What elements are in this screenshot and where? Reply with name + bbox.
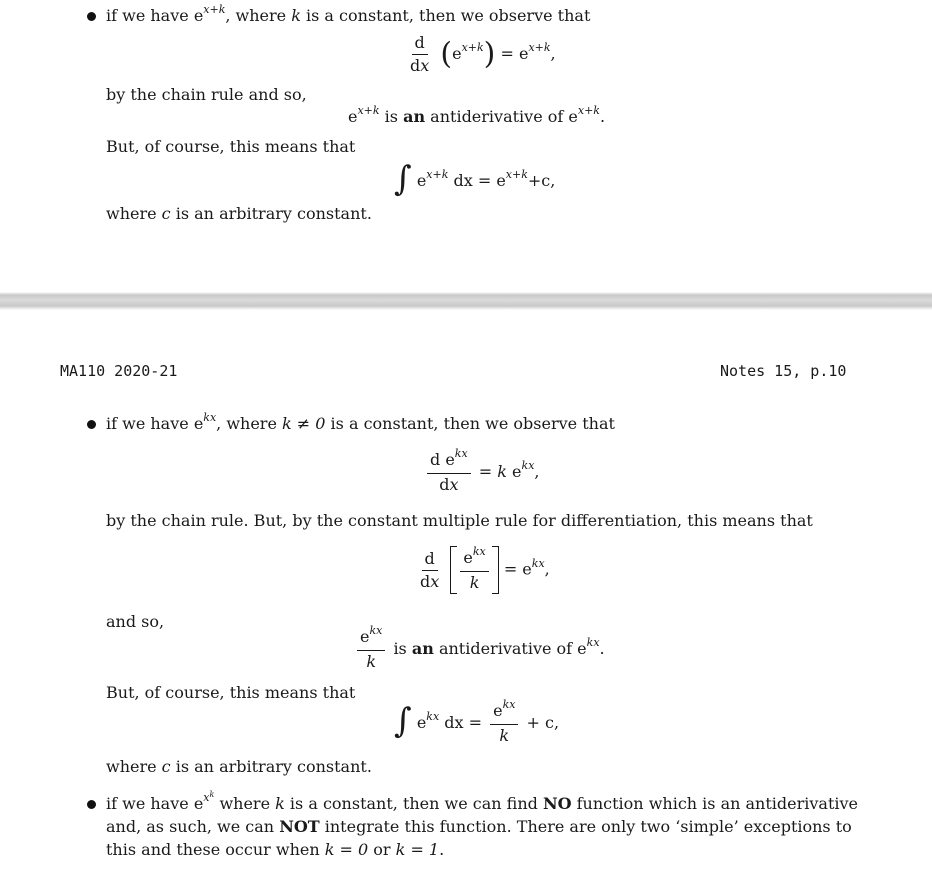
and-so-text: and so,: [106, 612, 165, 631]
where-text-2: where c is an arbitrary constant.: [106, 757, 372, 776]
antiderivative-statement-2: $\frac{e^{kx}}{k}$ is an antiderivative of $e^{kx}$.: [354, 628, 605, 671]
antiderivative-statement-1: $e^{x+k}$ is an antiderivative of $e^{x+k}$.: [348, 104, 606, 126]
header-course: MA110 2020-21: [60, 362, 178, 380]
but-text-2: But, of course, this means that: [106, 683, 356, 702]
bullet-marker: [87, 12, 96, 21]
bullet-intro-2: if we have $e^{kx}$, where k ≠ 0 is a constant, then we observe that: [106, 411, 615, 433]
chain-rule-text-2: by the chain rule. But, by the constant multiple rule for differentiation, this means that: [106, 511, 813, 530]
derivative-equation-2: $\frac{d e^{kx}}{dx}$ = k $e^{kx}$,: [424, 451, 540, 494]
bullet-marker: [87, 800, 96, 809]
chain-rule-text-1: by the chain rule and so,: [106, 85, 307, 104]
header-page-number: Notes 15, p.10: [720, 362, 847, 380]
bullet2-line2: and, as such, we can NOT integrate this function. There are only two ‘simple’ exceptions to: [106, 817, 852, 836]
bullet-marker: [87, 420, 96, 429]
where-text-1: where c is an arbitrary constant.: [106, 204, 372, 223]
bullet-intro-1: if we have $e^{x+k}$, where k is a constant, then we observe that: [106, 3, 591, 25]
but-text-1: But, of course, this means that: [106, 137, 356, 156]
derivative-equation-3: $\frac{d}{dx}$ $\frac{e^{kx}}{k}$ = $e^{kx}$,: [414, 546, 550, 594]
integral-equation-1: ∫ $e^{x+k}$ dx = $e^{x+k}+c$,: [394, 159, 556, 199]
integral-equation-2: ∫ $e^{kx}$ dx = $\frac{e^{kx}}{k}$ + c,: [394, 698, 560, 745]
bullet2-line3: this and these occur when k = 0 or k = 1.: [106, 840, 445, 859]
derivative-equation-1: $\frac{d}{dx}$ $(e^{x+k}) = e^{x+k}$,: [410, 33, 556, 75]
bullet2-line1: if we have $e^{x^k}$ where k is a constant, then we can find NO function which is an antiderivative: [106, 790, 859, 813]
page-separator: [0, 292, 932, 310]
